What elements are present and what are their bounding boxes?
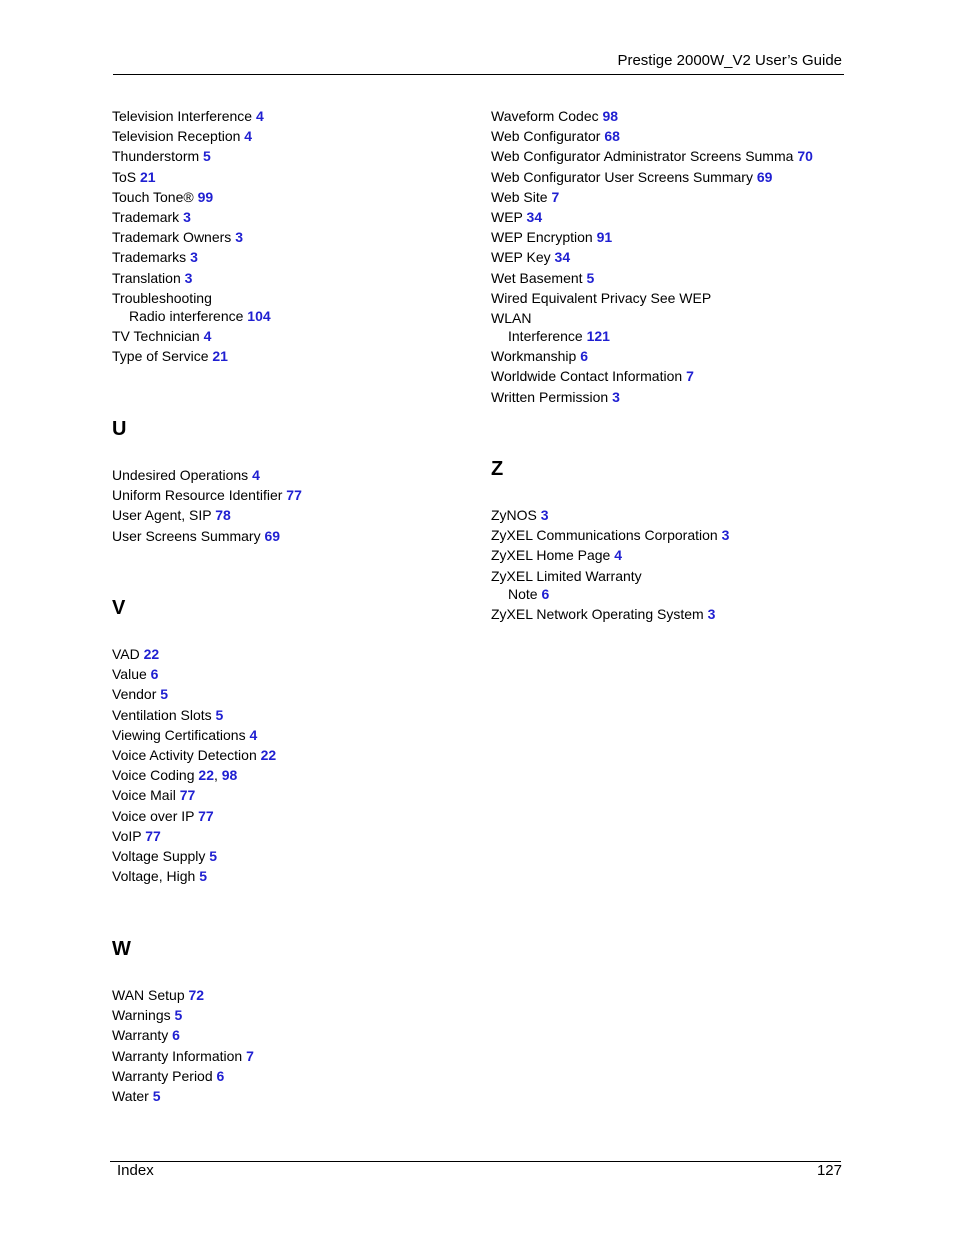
index-entry <box>112 808 214 825</box>
index-entry <box>491 209 542 226</box>
index-entry <box>112 209 191 226</box>
page-link[interactable]: 22 <box>143 646 160 662</box>
page-link[interactable]: 77 <box>286 487 302 504</box>
index-term: ToS <box>112 168 137 185</box>
index-term: Troubleshooting <box>112 289 212 306</box>
page-link[interactable]: 91 <box>596 229 613 246</box>
index-term: Voice Activity Detection <box>112 747 257 763</box>
page-link[interactable]: 69 <box>756 168 773 185</box>
page-link[interactable]: 5 <box>203 148 211 165</box>
index-entry <box>112 727 257 744</box>
index-term: WEP Encryption <box>491 229 593 246</box>
page-link[interactable]: 77 <box>179 787 196 804</box>
index-term: VAD <box>112 646 140 662</box>
index-subentry <box>129 308 271 325</box>
index-term: Wet Basement <box>491 269 583 286</box>
index-term: Touch Tone® <box>112 188 194 205</box>
index-entry <box>112 747 276 764</box>
page-link[interactable]: 3 <box>707 605 716 622</box>
section-heading-u: U <box>112 418 127 440</box>
page-link[interactable]: 69 <box>264 527 281 544</box>
index-term: Water <box>112 1088 149 1104</box>
header-rule <box>113 74 844 75</box>
index-term: Ventilation Slots <box>112 706 212 723</box>
index-term: Warranty Period <box>112 1067 213 1084</box>
page-link[interactable]: 34 <box>526 209 543 225</box>
index-term: TV Technician <box>112 328 200 344</box>
page-link[interactable]: 4 <box>255 108 264 124</box>
page-link[interactable]: 5 <box>174 1007 183 1024</box>
index-entry <box>491 606 715 623</box>
page-link[interactable]: 6 <box>150 666 159 683</box>
index-entry <box>491 290 711 307</box>
index-entry <box>112 467 260 484</box>
index-entry <box>491 547 622 564</box>
page-link[interactable]: 6 <box>541 585 550 602</box>
index-term: Uniform Resource Identifier <box>112 487 283 504</box>
page-link[interactable]: 3 <box>183 209 191 225</box>
index-entry <box>491 368 694 385</box>
page-link[interactable]: 104 <box>247 307 271 324</box>
index-entry <box>112 1048 254 1065</box>
index-entry <box>491 568 642 585</box>
index-entry <box>112 666 158 683</box>
index-term: Wired Equivalent Privacy See WEP <box>491 289 712 306</box>
page-link[interactable]: 7 <box>246 1047 254 1064</box>
index-entry <box>112 646 159 663</box>
index-term: User Screens Summary <box>112 527 261 544</box>
page-link[interactable]: 6 <box>580 348 589 365</box>
index-term: ZyXEL Home Page <box>491 547 611 564</box>
index-term: Television Reception <box>112 128 241 145</box>
page-link[interactable]: 98 <box>221 767 238 784</box>
index-entry <box>112 290 212 307</box>
index-entry <box>112 128 252 145</box>
index-entry <box>491 108 618 125</box>
index-term: Note <box>508 585 538 602</box>
page-link[interactable]: 6 <box>172 1027 180 1044</box>
index-term: Interference <box>508 328 583 344</box>
page-link[interactable]: 21 <box>212 348 228 365</box>
index-term: Trademark <box>112 209 180 225</box>
page-link[interactable]: 22 <box>198 767 214 784</box>
index-entry <box>491 148 813 165</box>
index-entry <box>112 348 228 365</box>
index-entry <box>112 848 217 865</box>
index-term: Warranty Information <box>112 1047 243 1064</box>
page-link[interactable]: 68 <box>604 128 620 145</box>
index-term: WLAN <box>491 310 532 326</box>
index-term: Television Interference <box>112 108 253 124</box>
page-link[interactable]: 121 <box>586 328 610 344</box>
page-link[interactable]: 98 <box>602 108 619 124</box>
index-term: Web Configurator <box>491 128 601 145</box>
index-term: Workmanship <box>491 348 577 365</box>
index-term: Voice Mail <box>112 787 176 804</box>
index-term: Voice over IP <box>112 807 195 824</box>
index-entry <box>112 270 192 287</box>
index-entry <box>112 169 156 186</box>
index-entry <box>112 1088 161 1105</box>
page-link[interactable]: 7 <box>551 188 560 205</box>
index-term: Trademarks <box>112 249 187 266</box>
index-entry <box>112 189 213 206</box>
index-entry <box>491 527 729 544</box>
index-entry <box>491 270 594 287</box>
page-link[interactable]: 5 <box>586 269 595 286</box>
index-entry <box>112 1007 182 1024</box>
page-link[interactable]: 34 <box>554 249 571 266</box>
index-entry <box>112 828 161 845</box>
index-term: ZyXEL Network Operating System <box>491 605 704 622</box>
index-entry <box>112 528 280 545</box>
index-term: WEP Key <box>491 249 551 266</box>
index-entry <box>112 987 204 1004</box>
index-entry <box>491 389 620 406</box>
index-term: Voltage, High <box>112 868 196 885</box>
page-link[interactable]: 3 <box>235 229 243 246</box>
index-term: Written Permission <box>491 388 609 405</box>
index-subentry <box>508 328 610 345</box>
index-term: Value <box>112 666 147 683</box>
page-link[interactable]: 3 <box>184 269 193 286</box>
index-term: Viewing Certifications <box>112 726 246 743</box>
section-heading-w: W <box>112 938 131 960</box>
index-entry <box>491 249 570 266</box>
page-link[interactable]: 3 <box>612 388 620 405</box>
index-term: Worldwide Contact Information <box>491 368 683 385</box>
page-link[interactable]: 4 <box>614 547 623 564</box>
index-term: Type of Service <box>112 348 209 365</box>
footer-page-number: 127 <box>816 1162 842 1179</box>
page-link[interactable]: 6 <box>216 1067 225 1084</box>
index-entry <box>112 1068 224 1085</box>
index-entry <box>112 148 211 165</box>
index-entry <box>491 348 588 365</box>
index-entry: Voice Coding 22, 98 <box>112 767 238 784</box>
index-entry <box>112 868 207 885</box>
page-link[interactable]: 70 <box>797 148 813 165</box>
index-entry <box>491 128 620 145</box>
header-title: Prestige 2000W_V2 User’s Guide <box>617 52 842 69</box>
index-term: Web Configurator Administrator Screens Summa <box>491 148 794 165</box>
footer-rule <box>110 1161 841 1162</box>
index-term: Thunderstorm <box>112 148 200 165</box>
index-term: Voice Coding <box>112 767 195 784</box>
index-term: Radio interference <box>129 307 244 324</box>
section-heading-z: Z <box>491 458 504 480</box>
page-link[interactable]: 5 <box>152 1088 161 1104</box>
page-link[interactable]: 5 <box>209 848 218 864</box>
index-term: WAN Setup <box>112 987 185 1003</box>
page-link[interactable]: 3 <box>540 507 549 523</box>
page-link[interactable]: 4 <box>203 328 212 344</box>
page-link[interactable]: 77 <box>145 827 161 844</box>
index-entry <box>112 249 198 266</box>
index-entry <box>112 707 223 724</box>
page-link[interactable]: 3 <box>721 527 730 544</box>
index-entry <box>491 189 559 206</box>
index-entry <box>112 229 243 246</box>
section-heading-v: V <box>112 597 126 619</box>
page-link[interactable]: 7 <box>686 368 694 385</box>
index-entry <box>112 1027 180 1044</box>
index-term: Vendor <box>112 686 157 703</box>
index-entry <box>112 686 168 703</box>
index-entry <box>112 108 264 125</box>
index-entry <box>112 787 195 804</box>
page-link[interactable]: 99 <box>197 188 214 205</box>
index-term: User Agent, SIP <box>112 507 212 524</box>
index-entry <box>112 487 302 504</box>
page-link[interactable]: 22 <box>260 747 277 763</box>
index-term: Web Site <box>491 188 548 205</box>
index-entry <box>491 507 549 524</box>
index-term: Waveform Codec <box>491 108 599 124</box>
index-term: Warranty <box>112 1027 169 1044</box>
index-subentry <box>508 586 549 603</box>
index-term: Web Configurator User Screens Summary <box>491 168 753 185</box>
page-link[interactable]: 4 <box>249 726 258 743</box>
index-term: Undesired Operations <box>112 467 249 483</box>
index-term: Voltage Supply <box>112 848 206 864</box>
page-link[interactable]: 4 <box>244 128 253 145</box>
page-link[interactable]: 21 <box>140 168 156 185</box>
index-entry <box>491 229 612 246</box>
footer-section: Index <box>117 1162 154 1179</box>
page-link[interactable]: 5 <box>199 868 207 885</box>
index-term: Trademark Owners <box>112 229 232 246</box>
page-link[interactable]: 72 <box>188 987 205 1003</box>
index-entry <box>491 169 772 186</box>
index-entry <box>491 310 531 327</box>
index-term: ZyXEL Communications Corporation <box>491 527 718 544</box>
index-entry <box>112 328 211 345</box>
page-link[interactable]: 5 <box>160 686 169 703</box>
index-term: VoIP <box>112 827 142 844</box>
page-link[interactable]: 4 <box>252 467 260 483</box>
index-term: ZyNOS <box>491 507 537 523</box>
page-link[interactable]: 3 <box>190 249 198 266</box>
index-entry <box>112 507 231 524</box>
page-link[interactable]: 5 <box>215 706 224 723</box>
index-term: ZyXEL Limited Warranty <box>491 567 642 584</box>
index-term: Translation <box>112 269 181 286</box>
index-term: WEP <box>491 209 523 225</box>
page-link[interactable]: 78 <box>215 507 231 524</box>
page-link[interactable]: 77 <box>198 807 214 824</box>
index-term: Warnings <box>112 1007 171 1024</box>
